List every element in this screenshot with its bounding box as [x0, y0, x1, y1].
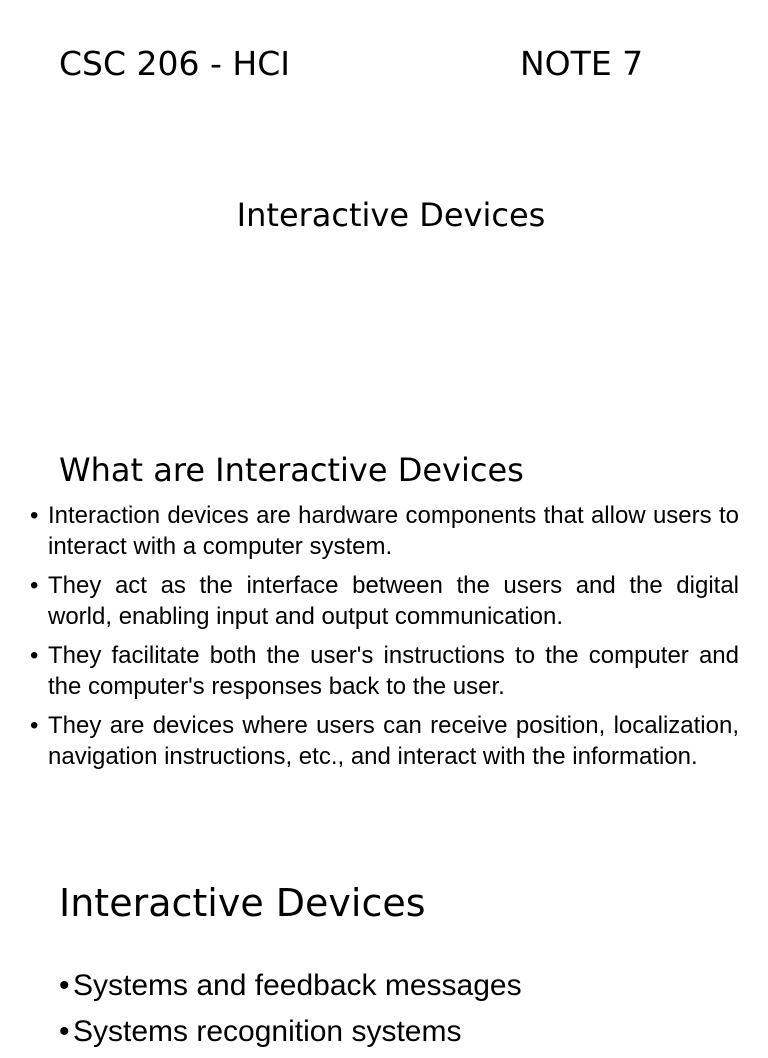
list-item-text: They are devices where users can receive position, localization, navigation instructions, etc., and interact with the information. [48, 712, 739, 770]
bullet-icon: • [30, 642, 39, 669]
list-item [30, 640, 739, 702]
bullet-icon: • [30, 712, 39, 739]
list-item-text: They facilitate both the user's instructions to the computer and the computer's responses back to the user. [48, 642, 739, 700]
list-item-text: Interaction devices are hardware components that allow users to interact with a computer system. [48, 502, 739, 560]
section-heading-what-are-interactive-devices: What are Interactive Devices [59, 451, 524, 489]
course-code: CSC 206 - HCI [59, 44, 290, 83]
list-item [30, 570, 739, 632]
list-item [59, 966, 739, 1006]
list-item [30, 710, 739, 772]
note-number: NOTE 7 [520, 44, 644, 83]
bullet-icon: • [59, 969, 70, 1002]
list-item-text: They act as the interface between the users and the digital world, enabling input and output communication. [48, 572, 739, 630]
device-types-bullet-list [59, 966, 739, 1058]
bullet-icon: • [59, 1015, 70, 1048]
bullet-icon: • [30, 502, 39, 529]
list-item [59, 1012, 739, 1052]
bullet-icon: • [30, 572, 39, 599]
list-item-text: Systems and feedback messages [73, 969, 522, 1002]
list-item-text: Systems recognition systems [73, 1015, 462, 1048]
section-heading-interactive-devices: Interactive Devices [59, 881, 426, 925]
document-title: Interactive Devices [236, 196, 546, 234]
list-item [30, 500, 739, 562]
definition-bullet-list [30, 500, 739, 780]
